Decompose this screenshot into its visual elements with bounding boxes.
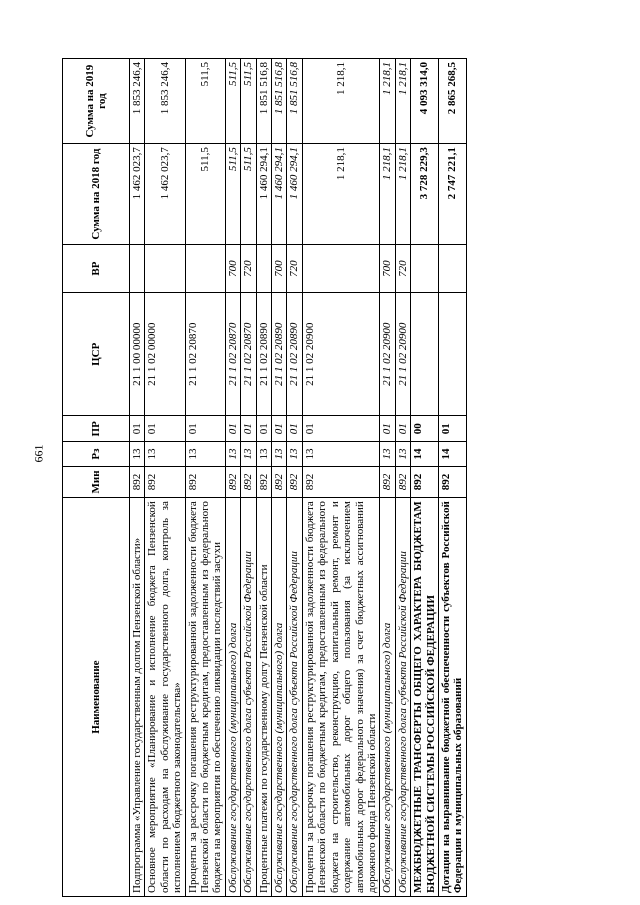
cell-s18: 511,5	[225, 144, 240, 245]
cell-name: Обслуживание государственного долга субъекта Российской Федерации	[241, 498, 256, 897]
cell-vr	[438, 245, 466, 293]
cell-rz: 13	[287, 442, 302, 467]
cell-vr	[145, 245, 185, 293]
cell-s19: 511,5	[185, 59, 225, 144]
cell-pr: 01	[241, 416, 256, 442]
cell-name: Подпрограмма «Управление государственным долгом Пензенской области»	[130, 498, 145, 897]
cell-min: 892	[287, 466, 302, 497]
cell-min: 892	[380, 466, 395, 497]
cell-name: Проценты за рассрочку погашения реструктурированной задолженности бюджета Пензенской области по бюджетным кредитам, предоставленным из федерального бюджета на мероприятия по обеспечению ликвидации последствий засухи	[185, 498, 225, 897]
cell-csr: 21 1 02 20870	[225, 293, 240, 416]
cell-min: 892	[185, 466, 225, 497]
cell-vr	[185, 245, 225, 293]
cell-s18: 1 462 023,7	[145, 144, 185, 245]
cell-s18: 1 218,1	[380, 144, 395, 245]
cell-s19: 4 093 314,0	[411, 59, 439, 144]
cell-name: Процентные платежи по государственному долгу Пензенской области	[256, 498, 271, 897]
cell-csr: 21 1 02 20900	[302, 293, 379, 416]
cell-csr: 21 1 02 20890	[272, 293, 287, 416]
cell-name: Проценты за рассрочку погашения реструктурированной задолженности бюджета Пензенской области по бюджетным кредитам, предоставленным из федерального бюджета на строительство, реконструкцию, капитальный ремонт, ремонт и содержание автомобильных дорог общего пользования (за исключением автомобильных дорог федерального значения) за счет бюджетных ассигнований дорожного фонда Пензенской области	[302, 498, 379, 897]
cell-csr: 21 1 00 00000	[130, 293, 145, 416]
cell-rz: 13	[256, 442, 271, 467]
cell-pr: 01	[225, 416, 240, 442]
cell-s19: 1 851 516,8	[256, 59, 271, 144]
table-row	[395, 59, 410, 897]
cell-pr: 01	[145, 416, 185, 442]
cell-pr: 01	[185, 416, 225, 442]
cell-s18: 1 462 023,7	[130, 144, 145, 245]
cell-s18: 511,5	[241, 144, 256, 245]
cell-name: Основное мероприятие «Планирование и исполнение бюджета Пензенской области по расходам на обслуживание государственного долга, контроль за исполнением бюджетного законодательства»	[145, 498, 185, 897]
table-row	[256, 59, 271, 897]
cell-rz: 13	[130, 442, 145, 467]
cell-rz: 14	[411, 442, 439, 467]
table-row	[287, 59, 302, 897]
cell-min: 892	[130, 466, 145, 497]
cell-s18: 2 747 221,1	[438, 144, 466, 245]
cell-name: Обслуживание государственного (муниципального) долга	[225, 498, 240, 897]
cell-s19: 1 853 246,4	[130, 59, 145, 144]
cell-s18: 1 218,1	[395, 144, 410, 245]
cell-name: Обслуживание государственного долга субъекта Российской Федерации	[395, 498, 410, 897]
cell-pr: 01	[380, 416, 395, 442]
budget-table	[62, 58, 467, 897]
cell-min: 892	[395, 466, 410, 497]
table-row	[272, 59, 287, 897]
cell-s18: 1 460 294,1	[287, 144, 302, 245]
cell-s18: 1 460 294,1	[256, 144, 271, 245]
cell-s19: 1 853 246,4	[145, 59, 185, 144]
cell-name: Обслуживание государственного (муниципального) долга	[380, 498, 395, 897]
cell-rz: 13	[241, 442, 256, 467]
table-row	[241, 59, 256, 897]
cell-csr	[438, 293, 466, 416]
cell-s19: 1 218,1	[380, 59, 395, 144]
header-sum-2018: Сумма на 2018 год	[63, 144, 130, 245]
table-row	[302, 59, 379, 897]
cell-vr	[130, 245, 145, 293]
header-vr: ВР	[63, 245, 130, 293]
cell-min: 892	[225, 466, 240, 497]
table-header-row	[63, 59, 130, 897]
cell-name: Обслуживание государственного долга субъекта Российской Федерации	[287, 498, 302, 897]
cell-csr: 21 1 02 20890	[287, 293, 302, 416]
cell-rz: 13	[395, 442, 410, 467]
table-row	[145, 59, 185, 897]
cell-vr	[256, 245, 271, 293]
cell-pr: 01	[438, 416, 466, 442]
header-rz: Рз	[63, 442, 130, 467]
table-row	[411, 59, 439, 897]
cell-vr: 720	[395, 245, 410, 293]
cell-pr: 00	[411, 416, 439, 442]
cell-vr	[302, 245, 379, 293]
cell-pr: 01	[287, 416, 302, 442]
cell-name: Дотации на выравнивание бюджетной обеспеченности субъектов Российской Федерации и муниципальных образований	[438, 498, 466, 897]
cell-vr: 700	[272, 245, 287, 293]
table-row	[130, 59, 145, 897]
cell-csr: 21 1 02 20900	[395, 293, 410, 416]
cell-vr: 700	[225, 245, 240, 293]
cell-pr: 01	[395, 416, 410, 442]
cell-rz: 13	[380, 442, 395, 467]
cell-rz: 13	[145, 442, 185, 467]
cell-vr: 720	[241, 245, 256, 293]
page-number: 661	[31, 444, 46, 463]
header-min: Мин	[63, 466, 130, 497]
cell-pr: 01	[256, 416, 271, 442]
table-row	[185, 59, 225, 897]
cell-min: 892	[241, 466, 256, 497]
cell-csr: 21 1 02 20900	[380, 293, 395, 416]
cell-s19: 511,5	[241, 59, 256, 144]
cell-s19: 1 851 516,8	[287, 59, 302, 144]
cell-min: 892	[145, 466, 185, 497]
table-row	[438, 59, 466, 897]
header-pr: ПР	[63, 416, 130, 442]
cell-csr	[411, 293, 439, 416]
cell-s18: 511,5	[185, 144, 225, 245]
cell-name: МЕЖБЮДЖЕТНЫЕ ТРАНСФЕРТЫ ОБЩЕГО ХАРАКТЕРА БЮДЖЕТАМ БЮДЖЕТНОЙ СИСТЕМЫ РОССИЙСКОЙ ФЕДЕРАЦИИ	[411, 498, 439, 897]
cell-csr: 21 1 02 20870	[241, 293, 256, 416]
cell-csr: 21 1 02 20870	[185, 293, 225, 416]
header-name: Наименование	[63, 498, 130, 897]
cell-s19: 1 218,1	[302, 59, 379, 144]
cell-csr: 21 1 02 00000	[145, 293, 185, 416]
cell-rz: 14	[438, 442, 466, 467]
cell-s18: 3 728 229,3	[411, 144, 439, 245]
cell-min: 892	[302, 466, 379, 497]
budget-table-rotated	[62, 58, 562, 897]
cell-min: 892	[438, 466, 466, 497]
cell-vr: 700	[380, 245, 395, 293]
table-row	[225, 59, 240, 897]
cell-rz: 13	[225, 442, 240, 467]
cell-rz: 13	[272, 442, 287, 467]
cell-vr	[411, 245, 439, 293]
cell-s18: 1 218,1	[302, 144, 379, 245]
cell-s19: 2 865 268,5	[438, 59, 466, 144]
header-sum-2019: Сумма на 2019 год	[63, 59, 130, 144]
cell-vr: 720	[287, 245, 302, 293]
cell-s18: 1 460 294,1	[272, 144, 287, 245]
cell-csr: 21 1 02 20890	[256, 293, 271, 416]
header-csr: ЦСР	[63, 293, 130, 416]
cell-pr: 01	[272, 416, 287, 442]
cell-s19: 1 851 516,8	[272, 59, 287, 144]
cell-s19: 1 218,1	[395, 59, 410, 144]
cell-rz: 13	[302, 442, 379, 467]
cell-pr: 01	[130, 416, 145, 442]
cell-pr: 01	[302, 416, 379, 442]
cell-min: 892	[411, 466, 439, 497]
cell-rz: 13	[185, 442, 225, 467]
cell-min: 892	[256, 466, 271, 497]
cell-name: Обслуживание государственного (муниципального) долга	[272, 498, 287, 897]
table-row	[380, 59, 395, 897]
cell-min: 892	[272, 466, 287, 497]
cell-s19: 511,5	[225, 59, 240, 144]
